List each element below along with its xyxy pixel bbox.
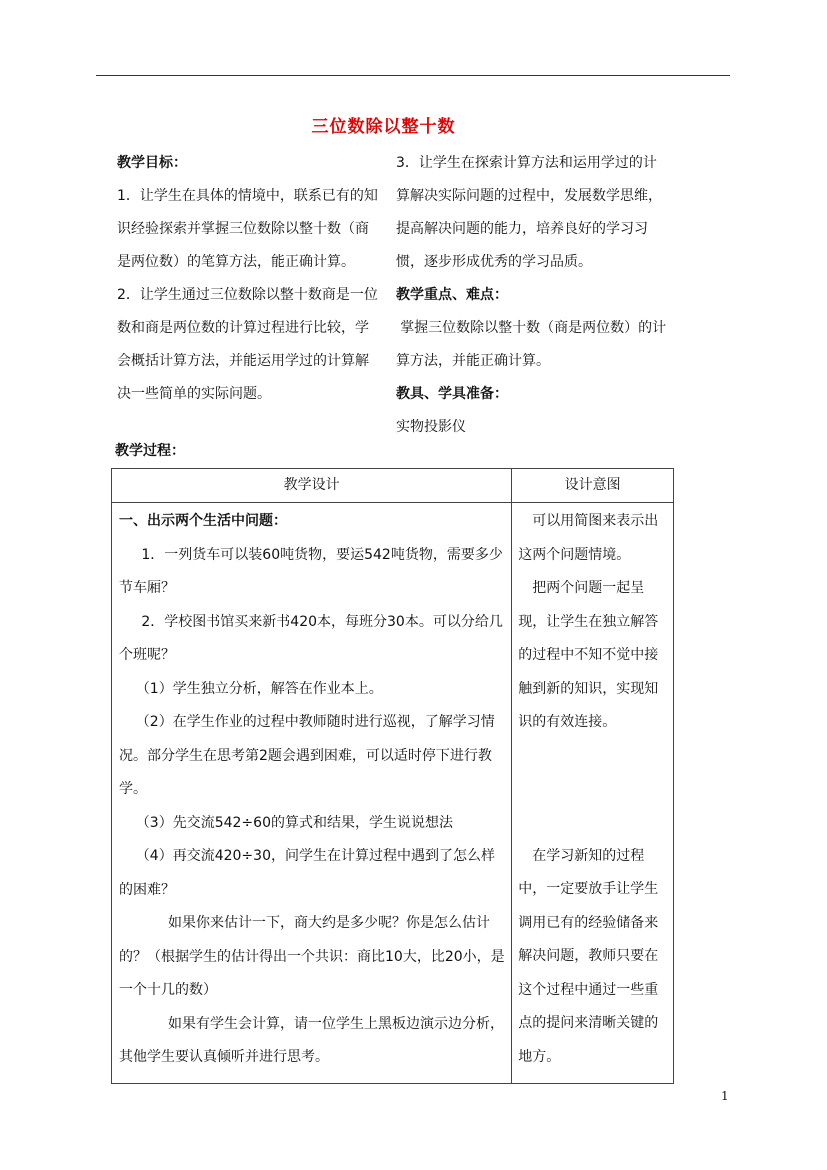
objective-1: 1．让学生在具体的情境中，联系已有的知识经验探索并掌握三位数除以整十数（商是两位数）的笔算方法，能正确计算。 xyxy=(117,188,378,270)
lesson-table xyxy=(111,468,674,1084)
step-2: （2）在学生作业的过程中教师随时进行巡视，了解学习情况。部分学生在思考第2题会遇到困难，可以适时停下进行教学。 xyxy=(119,714,495,797)
question-2: 2．学校图书馆买来新书420本，每班分30本。可以分给几个班呢？ xyxy=(119,613,503,663)
objectives-heading: 教学目标： xyxy=(117,155,187,171)
paragraph-demonstrate: 如果有学生会计算，请一位学生上黑板边演示边分析，其他学生要认真倾听并进行思考。 xyxy=(119,1015,504,1065)
objective-2: 2．让学生通过三位数除以整十数商是一位数和商是两位数的计算过程进行比较，学会概括计算方法，并能运用学过的计算解决一些简单的实际问题。 xyxy=(117,287,378,402)
intent-2: 把两个问题一起呈现，让学生在独立解答的过程中不知不觉中接触到新的知识，实现知识的有效连接。 xyxy=(518,580,659,730)
page-number: 1 xyxy=(721,1089,729,1103)
intent-1: 可以用简图来表示出这两个问题情境。 xyxy=(518,513,659,563)
step-3: （3）先交流542÷60的算式和结果，学生说说想法 xyxy=(135,814,453,831)
objectives-column xyxy=(117,147,381,411)
design-cell xyxy=(112,503,512,1084)
intent-3: 在学习新知的过程中，一定要放手让学生调用已有的经验储备来解决问题，教师只要在这个过程中通过一些重点的提问来清晰关键的地方。 xyxy=(518,847,659,1065)
question-1: 1．一列货车可以装60吨货物，要运542吨货物，需要多少节车厢？ xyxy=(119,546,503,596)
step-1: （1）学生独立分析，解答在作业本上。 xyxy=(135,680,383,697)
process-heading: 教学过程： xyxy=(115,443,185,459)
section-heading: 一、出示两个生活中问题： xyxy=(119,513,287,529)
page-title: 三位数除以整十数 xyxy=(311,117,456,137)
tools-heading: 教具、学具准备： xyxy=(396,386,508,402)
right-column xyxy=(396,147,670,444)
step-4: （4）再交流420÷30，问学生在计算过程中遇到了怎么样的困难？ xyxy=(119,848,495,898)
column-header-intent: 设计意图 xyxy=(512,469,674,503)
intent-spacer xyxy=(518,740,669,840)
paragraph-estimate: 如果你来估计一下，商大约是多少呢？你是怎么估计的？（根据学生的估计得出一个共识：商比10大，比20小，是一个十几的数） xyxy=(119,915,505,998)
header-rule xyxy=(96,75,730,76)
intent-cell xyxy=(512,503,674,1084)
key-points-text: 掌握三位数除以整十数（商是两位数）的计算方法，并能正确计算。 xyxy=(396,320,667,369)
column-header-design: 教学设计 xyxy=(112,469,512,503)
key-points-heading: 教学重点、难点： xyxy=(396,287,508,303)
objective-3: 3．让学生在探索计算方法和运用学过的计算解决实际问题的过程中，发展数学思维，提高解决问题的能力，培养良好的学习习惯，逐步形成优秀的学习品质。 xyxy=(396,155,662,270)
tools-text: 实物投影仪 xyxy=(396,419,466,435)
